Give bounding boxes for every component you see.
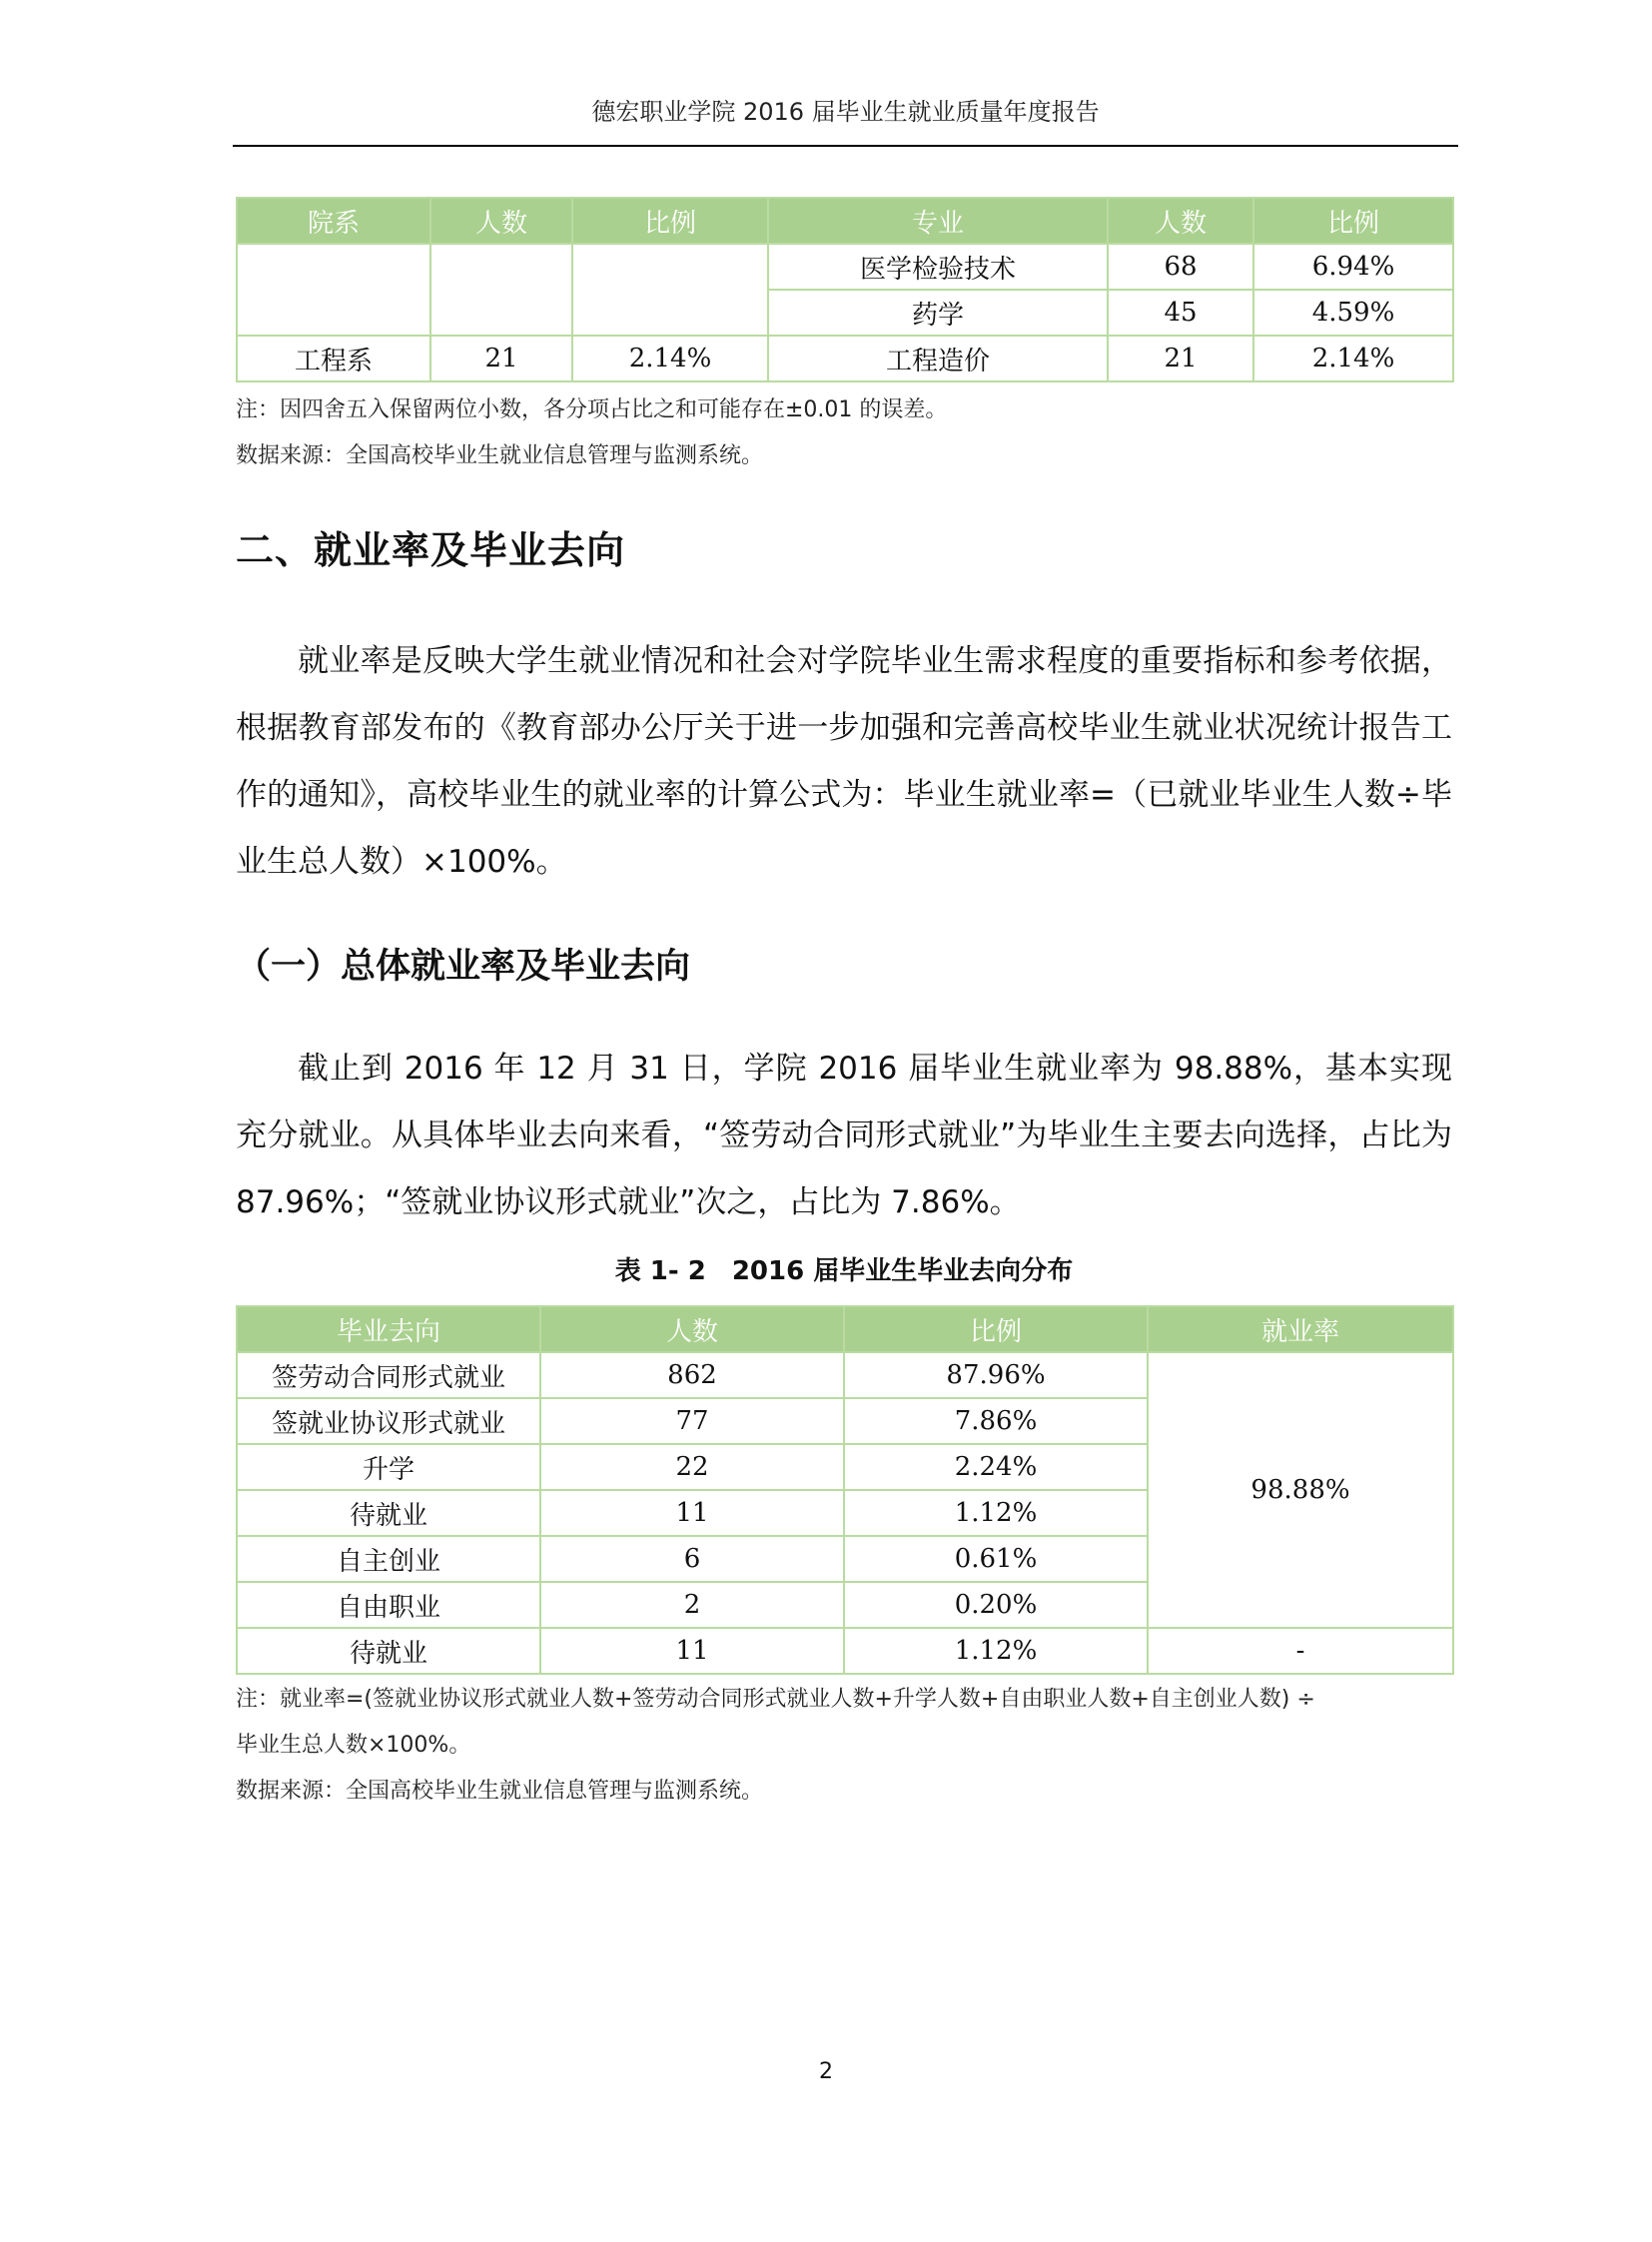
section-paragraph: 就业率是反映大学生就业情况和社会对学院毕业生需求程度的重要指标和参考依据，根据教育部发布的《教育部办公厅关于进一步加强和完善高校毕业生就业状况统计报告工作的通知》，高校毕业生的就业率的计算公式为：毕业生就业率=（已就业毕业生人数÷毕业生总人数）×100%。 [236, 643, 1452, 880]
table-row [237, 244, 1453, 290]
count-cell: 2 [540, 1582, 844, 1628]
page-header-title: 德宏职业学院 2016 届毕业生就业质量年度报告 [591, 98, 1100, 126]
major-distribution-table [236, 197, 1454, 382]
header-divider [233, 145, 1458, 147]
count-cell: 21 [1108, 336, 1253, 381]
header-ratio: 比例 [844, 1306, 1148, 1352]
header-destination: 毕业去向 [237, 1306, 540, 1352]
destination-cell: 自由职业 [237, 1582, 540, 1628]
table1-note: 注：因四舍五入保留两位小数，各分项占比之和可能存在±0.01 的误差。 [236, 397, 948, 422]
count-cell: 11 [540, 1490, 844, 1536]
table-header-row [237, 1306, 1453, 1352]
destination-cell: 待就业 [237, 1490, 540, 1536]
header-department: 院系 [237, 198, 430, 244]
header-dept-count: 人数 [430, 198, 572, 244]
employment-rate-cell: 98.88% [1148, 1352, 1453, 1628]
header-employment-rate: 就业率 [1148, 1306, 1453, 1352]
subsection-heading: （一）总体就业率及毕业去向 [236, 947, 691, 987]
ratio-cell: 1.12% [844, 1628, 1148, 1674]
header-major: 专业 [768, 198, 1108, 244]
dept-ratio-cell-empty [572, 244, 768, 336]
ratio-cell: 0.20% [844, 1582, 1148, 1628]
count-cell: 45 [1108, 290, 1253, 336]
destination-cell: 签劳动合同形式就业 [237, 1352, 540, 1398]
table2-source: 数据来源：全国高校毕业生就业信息管理与监测系统。 [236, 1779, 764, 1804]
destination-distribution-table [236, 1305, 1454, 1675]
table2-note-line1: 注：就业率=(签就业协议形式就业人数+签劳动合同形式就业人数+升学人数+自由职业人数+自主创业人数) ÷ [236, 1687, 1315, 1712]
dept-ratio-cell: 2.14% [572, 336, 768, 381]
count-cell: 22 [540, 1444, 844, 1490]
subsection-paragraph: 截止到 2016 年 12 月 31 日，学院 2016 届毕业生就业率为 98.88%，基本实现充分就业。从具体毕业去向来看，“签劳动合同形式就业”为毕业生主要去向选择，占比为 87.96%；“签就业协议形式就业”次之，占比为 7.86%。 [236, 1051, 1452, 1220]
table-header-row [237, 198, 1453, 244]
header-dept-ratio: 比例 [572, 198, 768, 244]
ratio-cell: 4.59% [1253, 290, 1453, 336]
table1-source: 数据来源：全国高校毕业生就业信息管理与监测系统。 [236, 443, 764, 468]
count-cell: 6 [540, 1536, 844, 1582]
dept-cell-empty [237, 244, 430, 336]
major-cell: 工程造价 [768, 336, 1108, 381]
table-caption: 表 1- 2 2016 届毕业生毕业去向分布 [614, 1256, 1074, 1286]
table-row [237, 1352, 1453, 1398]
destination-cell: 升学 [237, 1444, 540, 1490]
destination-cell: 签就业协议形式就业 [237, 1398, 540, 1444]
table2-note-line2: 毕业生总人数×100%。 [236, 1733, 471, 1758]
count-cell: 68 [1108, 244, 1253, 290]
major-cell: 医学检验技术 [768, 244, 1108, 290]
employment-rate-cell: - [1148, 1628, 1453, 1674]
header-major-count: 人数 [1108, 198, 1253, 244]
major-cell: 药学 [768, 290, 1108, 336]
section-heading: 二、就业率及毕业去向 [236, 528, 626, 572]
ratio-cell: 2.24% [844, 1444, 1148, 1490]
destination-cell: 自主创业 [237, 1536, 540, 1582]
dept-count-cell-empty [430, 244, 572, 336]
ratio-cell: 2.14% [1253, 336, 1453, 381]
header-count: 人数 [540, 1306, 844, 1352]
table-row [237, 1628, 1453, 1674]
count-cell: 11 [540, 1628, 844, 1674]
table-row [237, 336, 1453, 381]
dept-cell: 工程系 [237, 336, 430, 381]
ratio-cell: 1.12% [844, 1490, 1148, 1536]
page-number: 2 [819, 2059, 833, 2084]
ratio-cell: 6.94% [1253, 244, 1453, 290]
destination-cell: 待就业 [237, 1628, 540, 1674]
header-major-ratio: 比例 [1253, 198, 1453, 244]
ratio-cell: 0.61% [844, 1536, 1148, 1582]
dept-count-cell: 21 [430, 336, 572, 381]
ratio-cell: 87.96% [844, 1352, 1148, 1398]
count-cell: 862 [540, 1352, 844, 1398]
ratio-cell: 7.86% [844, 1398, 1148, 1444]
count-cell: 77 [540, 1398, 844, 1444]
